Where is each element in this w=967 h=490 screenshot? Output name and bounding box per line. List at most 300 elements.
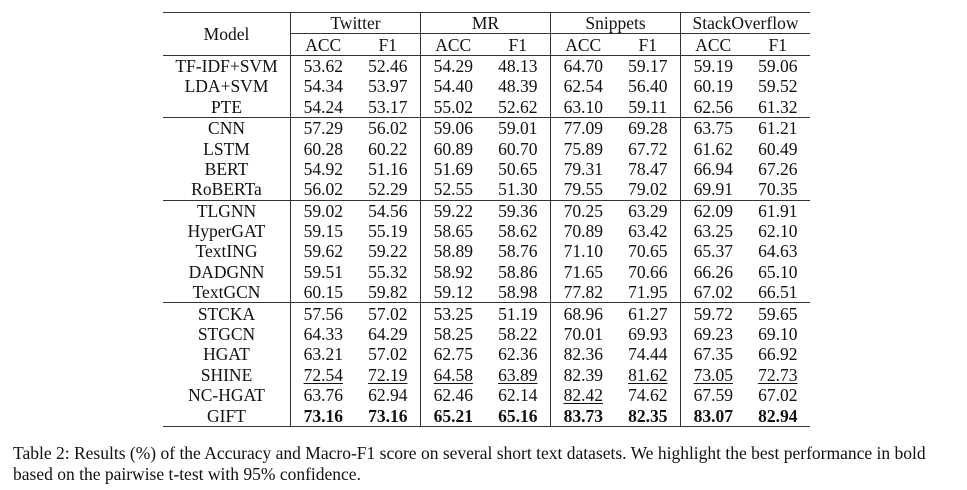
score-cell: [421, 221, 486, 241]
score-value: 63.21: [303, 344, 343, 365]
model-name: RoBERTa: [191, 179, 262, 200]
score-value: 68.96: [563, 303, 603, 324]
score-value: 59.06: [433, 118, 473, 139]
metric-header: ACC: [291, 34, 356, 55]
score-cell: [551, 385, 616, 405]
model-name: TextGCN: [192, 282, 261, 303]
score-value: 59.52: [758, 76, 798, 97]
dataset-header-snippets: Snippets: [551, 13, 681, 34]
score-cell: [681, 55, 746, 76]
table-row: [163, 221, 810, 241]
score-value: 56.40: [628, 76, 668, 97]
score-cell: [421, 324, 486, 344]
score-value: 59.72: [693, 303, 733, 324]
score-value: 69.91: [693, 179, 733, 200]
score-cell: [356, 282, 421, 303]
score-value: 77.82: [563, 282, 603, 303]
score-value: 58.98: [498, 282, 538, 303]
score-value: 74.62: [628, 385, 668, 406]
score-cell: [551, 76, 616, 96]
table-row: [163, 405, 810, 426]
score-value: 58.92: [433, 261, 473, 282]
score-value: 64.63: [758, 241, 798, 262]
score-cell: [681, 282, 746, 303]
score-cell: [681, 344, 746, 364]
metric-header: F1: [486, 34, 551, 55]
model-name: NC-HGAT: [188, 385, 265, 406]
metric-header: ACC: [551, 34, 616, 55]
score-value: 59.12: [433, 282, 473, 303]
score-cell: [551, 221, 616, 241]
score-value: 60.49: [758, 138, 798, 159]
score-cell: [356, 179, 421, 200]
score-value: 73.16: [368, 405, 408, 426]
score-value: 54.29: [433, 55, 473, 76]
score-cell: [486, 200, 551, 221]
score-value: 82.39: [563, 364, 603, 385]
score-cell: [291, 221, 356, 241]
score-cell: [616, 76, 681, 96]
score-cell: [291, 303, 356, 324]
model-name: DADGNN: [188, 261, 265, 282]
score-cell: [291, 282, 356, 303]
score-value: 55.32: [368, 261, 408, 282]
score-value: 57.02: [368, 303, 408, 324]
score-cell: [421, 405, 486, 426]
table-row: [163, 262, 810, 282]
score-cell: [551, 55, 616, 76]
score-cell: [356, 385, 421, 405]
score-value: 52.29: [368, 179, 408, 200]
score-cell: [291, 262, 356, 282]
score-cell: [746, 221, 811, 241]
score-value: 59.82: [368, 282, 408, 303]
score-cell: [356, 324, 421, 344]
score-cell: [356, 303, 421, 324]
score-cell: [291, 117, 356, 138]
score-value: 67.02: [758, 385, 798, 406]
score-value: 60.89: [433, 138, 473, 159]
score-value: 52.46: [368, 55, 408, 76]
score-value: 61.32: [758, 96, 798, 117]
metric-header: F1: [356, 34, 421, 55]
score-value: 55.19: [368, 221, 408, 242]
score-value: 71.65: [563, 261, 603, 282]
score-value: 66.92: [758, 344, 798, 365]
score-cell: [486, 262, 551, 282]
score-value: 72.54: [303, 364, 343, 385]
score-cell: [746, 179, 811, 200]
score-cell: [746, 76, 811, 96]
score-cell: [681, 138, 746, 158]
metric-header: ACC: [421, 34, 486, 55]
score-cell: [746, 365, 811, 385]
table-row: [163, 365, 810, 385]
score-cell: [486, 97, 551, 118]
score-value: 53.17: [368, 96, 408, 117]
score-value: 62.46: [433, 385, 473, 406]
metric-header: F1: [746, 34, 811, 55]
score-value: 79.55: [563, 179, 603, 200]
score-cell: [746, 344, 811, 364]
score-value: 64.29: [368, 324, 408, 345]
score-value: 53.97: [368, 76, 408, 97]
score-value: 72.73: [758, 364, 798, 385]
score-value: 61.27: [628, 303, 668, 324]
score-cell: [551, 97, 616, 118]
score-value: 48.39: [498, 76, 538, 97]
score-value: 54.40: [433, 76, 473, 97]
score-value: 74.44: [628, 344, 668, 365]
score-cell: [291, 200, 356, 221]
score-value: 71.10: [563, 241, 603, 262]
score-cell: [616, 282, 681, 303]
score-cell: [291, 55, 356, 76]
score-value: 59.22: [368, 241, 408, 262]
score-cell: [746, 117, 811, 138]
score-cell: [291, 138, 356, 158]
score-cell: [291, 344, 356, 364]
score-value: 56.02: [303, 179, 343, 200]
model-name: LDA+SVM: [184, 76, 269, 97]
score-cell: [746, 97, 811, 118]
table-row: [163, 303, 810, 324]
score-value: 67.35: [693, 344, 733, 365]
model-name: SHINE: [200, 364, 253, 385]
score-cell: [616, 324, 681, 344]
score-value: 62.56: [693, 96, 733, 117]
model-name: BERT: [204, 158, 249, 179]
score-cell: [681, 262, 746, 282]
model-name: STCKA: [197, 303, 256, 324]
model-name: HGAT: [203, 344, 250, 365]
score-value: 54.56: [368, 200, 408, 221]
score-value: 63.89: [498, 364, 538, 385]
score-cell: [486, 405, 551, 426]
score-cell: [681, 76, 746, 96]
score-cell: [746, 138, 811, 158]
score-value: 58.89: [433, 241, 473, 262]
score-cell: [356, 405, 421, 426]
score-cell: [291, 76, 356, 96]
score-cell: [421, 97, 486, 118]
score-cell: [746, 405, 811, 426]
score-value: 56.02: [368, 118, 408, 139]
score-value: 64.70: [563, 55, 603, 76]
table-row: [163, 159, 810, 179]
score-value: 62.09: [693, 200, 733, 221]
score-value: 57.29: [303, 118, 343, 139]
score-value: 62.75: [433, 344, 473, 365]
score-value: 59.22: [433, 200, 473, 221]
score-cell: [421, 262, 486, 282]
score-cell: [421, 76, 486, 96]
score-cell: [616, 200, 681, 221]
score-value: 83.73: [563, 405, 603, 426]
score-cell: [681, 97, 746, 118]
score-value: 61.62: [693, 138, 733, 159]
score-cell: [486, 324, 551, 344]
model-name: TLGNN: [196, 200, 257, 221]
score-value: 64.33: [303, 324, 343, 345]
score-cell: [616, 241, 681, 261]
score-value: 79.02: [628, 179, 668, 200]
score-cell: [551, 179, 616, 200]
score-cell: [356, 55, 421, 76]
score-cell: [486, 241, 551, 261]
score-value: 81.62: [628, 364, 668, 385]
model-name: PTE: [210, 96, 243, 117]
score-value: 63.25: [693, 221, 733, 242]
score-value: 51.69: [433, 158, 473, 179]
score-value: 82.36: [563, 344, 603, 365]
score-value: 77.09: [563, 118, 603, 139]
score-cell: [356, 200, 421, 221]
score-cell: [356, 97, 421, 118]
score-value: 67.02: [693, 282, 733, 303]
score-cell: [616, 97, 681, 118]
score-value: 61.91: [758, 200, 798, 221]
score-value: 51.30: [498, 179, 538, 200]
score-value: 54.34: [303, 76, 343, 97]
model-name: HyperGAT: [187, 221, 266, 242]
score-value: 58.86: [498, 261, 538, 282]
score-cell: [616, 179, 681, 200]
score-value: 70.25: [563, 200, 603, 221]
score-cell: [356, 344, 421, 364]
score-value: 71.95: [628, 282, 668, 303]
score-cell: [551, 365, 616, 385]
score-value: 59.01: [498, 118, 538, 139]
score-cell: [681, 159, 746, 179]
score-cell: [681, 179, 746, 200]
score-value: 63.10: [563, 96, 603, 117]
table-row: [163, 76, 810, 96]
score-value: 59.02: [303, 200, 343, 221]
score-value: 58.25: [433, 324, 473, 345]
score-cell: [486, 55, 551, 76]
score-cell: [746, 385, 811, 405]
dataset-header-mr: MR: [421, 13, 551, 34]
score-value: 51.19: [498, 303, 538, 324]
score-cell: [486, 159, 551, 179]
score-cell: [551, 344, 616, 364]
score-value: 67.72: [628, 138, 668, 159]
score-cell: [551, 138, 616, 158]
score-value: 57.56: [303, 303, 343, 324]
metric-header: F1: [616, 34, 681, 55]
score-value: 67.59: [693, 385, 733, 406]
model-name: CNN: [208, 118, 245, 139]
score-value: 82.35: [628, 405, 668, 426]
score-value: 61.21: [758, 118, 798, 139]
score-cell: [551, 117, 616, 138]
score-cell: [616, 344, 681, 364]
score-cell: [551, 200, 616, 221]
table-row: [163, 55, 810, 76]
score-cell: [551, 303, 616, 324]
score-value: 82.94: [758, 405, 798, 426]
model-header: Model: [203, 23, 250, 44]
score-value: 69.28: [628, 118, 668, 139]
score-cell: [291, 405, 356, 426]
score-value: 62.94: [368, 385, 408, 406]
score-value: 60.15: [303, 282, 343, 303]
score-value: 60.19: [693, 76, 733, 97]
score-value: 82.42: [563, 385, 603, 406]
score-value: 62.10: [758, 221, 798, 242]
score-value: 59.17: [628, 55, 668, 76]
table-row: [163, 385, 810, 405]
score-cell: [746, 200, 811, 221]
score-value: 67.26: [758, 158, 798, 179]
score-value: 59.62: [303, 241, 343, 262]
score-cell: [746, 324, 811, 344]
score-value: 79.31: [563, 158, 603, 179]
score-value: 83.07: [693, 405, 733, 426]
score-value: 70.66: [628, 261, 668, 282]
table-row: [163, 344, 810, 364]
score-cell: [356, 138, 421, 158]
score-value: 63.42: [628, 221, 668, 242]
score-cell: [616, 138, 681, 158]
score-value: 65.10: [758, 261, 798, 282]
score-cell: [291, 385, 356, 405]
results-table: [163, 12, 810, 427]
score-cell: [616, 117, 681, 138]
score-cell: [421, 117, 486, 138]
score-value: 58.22: [498, 324, 538, 345]
score-value: 66.26: [693, 261, 733, 282]
score-value: 53.25: [433, 303, 473, 324]
score-cell: [421, 282, 486, 303]
score-cell: [616, 159, 681, 179]
model-name: LSTM: [203, 138, 250, 159]
table-row: [163, 138, 810, 158]
score-value: 51.16: [368, 158, 408, 179]
score-value: 69.93: [628, 324, 668, 345]
table-row: [163, 97, 810, 118]
score-value: 48.13: [498, 55, 538, 76]
score-value: 65.37: [693, 241, 733, 262]
model-name: STGCN: [197, 324, 256, 345]
score-cell: [486, 76, 551, 96]
score-value: 52.55: [433, 179, 473, 200]
score-value: 58.62: [498, 221, 538, 242]
score-value: 54.24: [303, 96, 343, 117]
score-cell: [421, 55, 486, 76]
score-cell: [551, 159, 616, 179]
score-cell: [681, 221, 746, 241]
score-value: 59.15: [303, 221, 343, 242]
score-cell: [421, 159, 486, 179]
score-cell: [616, 405, 681, 426]
score-cell: [551, 241, 616, 261]
score-value: 70.65: [628, 241, 668, 262]
score-cell: [681, 241, 746, 261]
score-cell: [616, 303, 681, 324]
score-cell: [291, 241, 356, 261]
score-value: 59.06: [758, 55, 798, 76]
table-row: [163, 117, 810, 138]
score-value: 63.76: [303, 385, 343, 406]
score-cell: [486, 179, 551, 200]
score-cell: [616, 55, 681, 76]
score-value: 78.47: [628, 158, 668, 179]
score-value: 60.70: [498, 138, 538, 159]
score-value: 58.65: [433, 221, 473, 242]
score-cell: [291, 97, 356, 118]
score-cell: [356, 159, 421, 179]
score-cell: [616, 262, 681, 282]
score-value: 66.94: [693, 158, 733, 179]
score-value: 62.36: [498, 344, 538, 365]
score-cell: [356, 365, 421, 385]
score-cell: [486, 221, 551, 241]
score-cell: [421, 200, 486, 221]
score-cell: [746, 282, 811, 303]
score-cell: [746, 262, 811, 282]
score-value: 65.21: [433, 405, 473, 426]
table-row: [163, 241, 810, 261]
score-value: 63.75: [693, 118, 733, 139]
score-value: 75.89: [563, 138, 603, 159]
score-value: 59.51: [303, 261, 343, 282]
model-name: TF-IDF+SVM: [175, 55, 278, 76]
score-cell: [356, 221, 421, 241]
score-value: 69.10: [758, 324, 798, 345]
score-value: 62.54: [563, 76, 603, 97]
score-value: 69.23: [693, 324, 733, 345]
metric-header: ACC: [681, 34, 746, 55]
score-cell: [421, 385, 486, 405]
score-cell: [421, 303, 486, 324]
dataset-header-stackoverflow: StackOverflow: [681, 13, 811, 34]
score-value: 62.14: [498, 385, 538, 406]
score-cell: [291, 179, 356, 200]
score-cell: [681, 405, 746, 426]
score-value: 59.65: [758, 303, 798, 324]
score-cell: [486, 138, 551, 158]
score-cell: [486, 385, 551, 405]
score-value: 70.89: [563, 221, 603, 242]
score-value: 59.36: [498, 200, 538, 221]
score-value: 65.16: [498, 405, 538, 426]
score-cell: [681, 324, 746, 344]
score-cell: [421, 138, 486, 158]
score-value: 60.28: [303, 138, 343, 159]
score-value: 53.62: [303, 55, 343, 76]
score-cell: [681, 200, 746, 221]
score-cell: [486, 365, 551, 385]
table-row: [163, 200, 810, 221]
score-cell: [551, 405, 616, 426]
score-value: 50.65: [498, 158, 538, 179]
score-cell: [681, 117, 746, 138]
score-cell: [421, 241, 486, 261]
dataset-header-twitter: Twitter: [291, 13, 421, 34]
score-cell: [486, 117, 551, 138]
model-name: TextING: [195, 241, 258, 262]
table-caption: Table 2: Results (%) of the Accuracy and Macro-F1 score on several short text datasets. We highlight the best performance in bold based on the pairwise t-test with 95% confidence.: [13, 443, 926, 484]
score-cell: [486, 282, 551, 303]
score-cell: [681, 365, 746, 385]
score-value: 73.16: [303, 405, 343, 426]
score-value: 57.02: [368, 344, 408, 365]
score-value: 63.29: [628, 200, 668, 221]
score-value: 70.01: [563, 324, 603, 345]
score-cell: [421, 179, 486, 200]
